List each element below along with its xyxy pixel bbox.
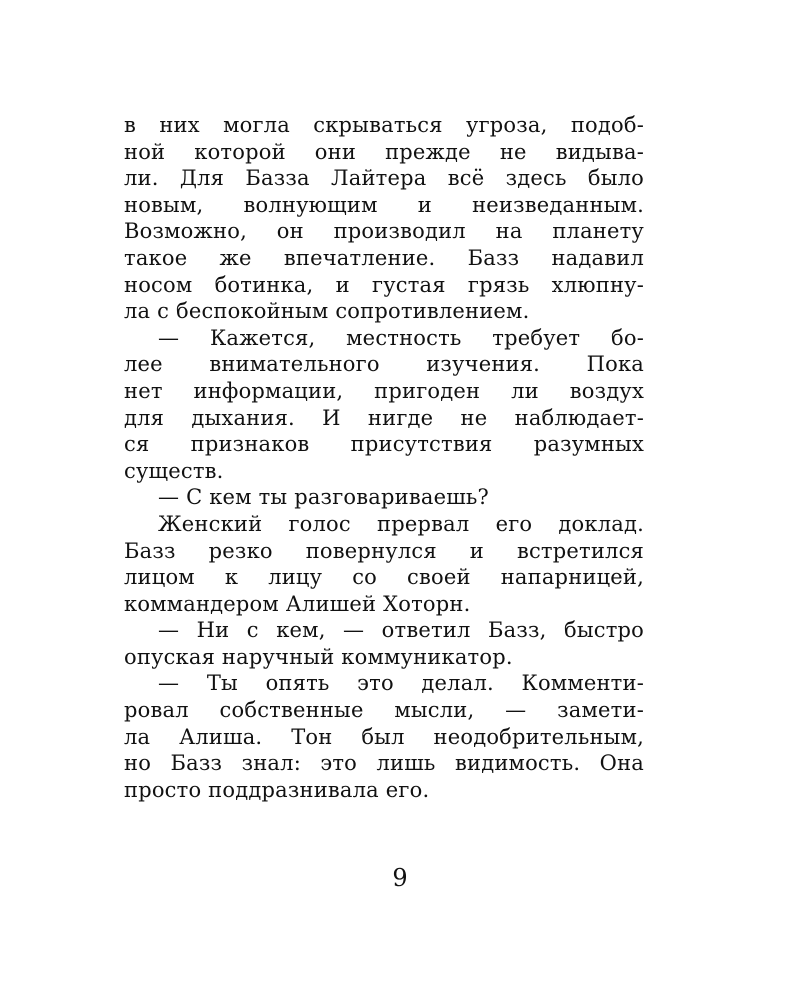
text-line: нет информации, пригоден ли воздух — [124, 378, 644, 403]
text-line: коммандером Алишей Хоторн. — [124, 591, 471, 616]
text-line: — Ни с кем, — ответил Базз, быстро — [158, 618, 644, 643]
text-line: — Ты опять это делал. Комменти- — [158, 671, 644, 696]
text-line: Возможно, он производил на планету — [124, 219, 644, 244]
text-line: лее внимательного изучения. Пока — [124, 352, 644, 377]
text-line: Женский голос прервал его доклад. — [158, 511, 644, 536]
text-line: Базз резко повернулся и встретился — [124, 538, 644, 563]
page-number: 9 — [392, 864, 408, 892]
text-line: ровал собственные мысли, — замети- — [124, 698, 644, 723]
text-line: для дыхания. И нигде не наблюдает- — [124, 405, 644, 430]
text-line: ли. Для Базза Лайтера всё здесь было — [124, 166, 644, 191]
text-line: ла с беспокойным сопротивлением. — [124, 299, 530, 324]
text-line: опуская наручный коммуникатор. — [124, 644, 513, 669]
text-line: ла Алиша. Тон был неодобрительным, — [124, 724, 644, 749]
text-line: ной которой они прежде не видыва- — [124, 139, 644, 164]
text-line: — Кажется, местность требует бо- — [158, 325, 644, 350]
text-line: такое же впечатление. Базз надавил — [124, 245, 644, 270]
body-text — [124, 112, 644, 803]
text-line: существ. — [124, 458, 224, 483]
text-line: — С кем ты разговариваешь? — [158, 485, 490, 510]
text-line: ся признаков присутствия разумных — [124, 432, 644, 457]
text-line: в них могла скрываться угроза, подоб- — [124, 113, 644, 137]
text-line: но Базз знал: это лишь видимость. Она — [124, 751, 644, 776]
text-line: лицом к лицу со своей напарницей, — [124, 565, 644, 590]
text-line: новым, волнующим и неизведанным. — [124, 192, 644, 217]
text-line: носом ботинка, и густая грязь хлюпну- — [124, 272, 644, 297]
text-line: просто поддразнивала его. — [124, 777, 430, 802]
